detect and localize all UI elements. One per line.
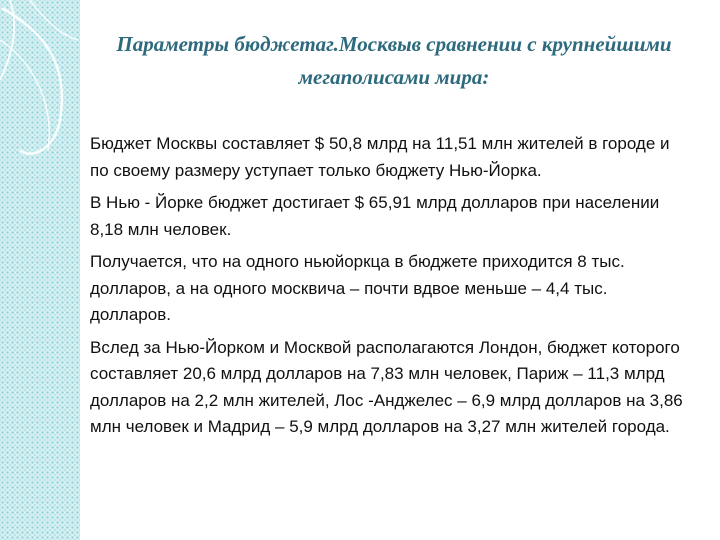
- paragraph-per-capita-comparison: Получается, что на одного ньюйоркца в бюджете приходится 8 тыс. долларов, а на одного москвича – почти вдвое меньше – 4,4 тыс. долларов.: [90, 252, 625, 324]
- paragraph-new-york-budget: В Нью - Йорке бюджет достигает $ 65,91 млрд долларов при населении 8,18 млн человек.: [90, 193, 660, 239]
- swirl-decoration-icon: [0, 0, 80, 540]
- slide-body: [90, 131, 690, 447]
- paragraph-other-cities: Вслед за Нью-Йорком и Москвой располагаются Лондон, бюджет которого составляет 20,6 млрд долларов на 7,83 млн человек, Париж – 11,3 млрд долларов на 2,2 млн жителей, Лос -Анджелес – 6,9 млрд долларов на 3,86 млн человек и Мадрид – 5,9 млрд долларов на 3,27 млн жителей города.: [90, 337, 683, 436]
- paragraph-moscow-budget: Бюджет Москвы составляет $ 50,8 млрд на 11,51 млн жителей в городе и по своему размеру уступает только бюджету Нью-Йорка.: [90, 134, 670, 180]
- slide-title: Параметры бюджетаг.Москвыв сравнении с крупнейшими мегаполисами мира:: [116, 32, 672, 89]
- decorative-side-band: [0, 0, 80, 540]
